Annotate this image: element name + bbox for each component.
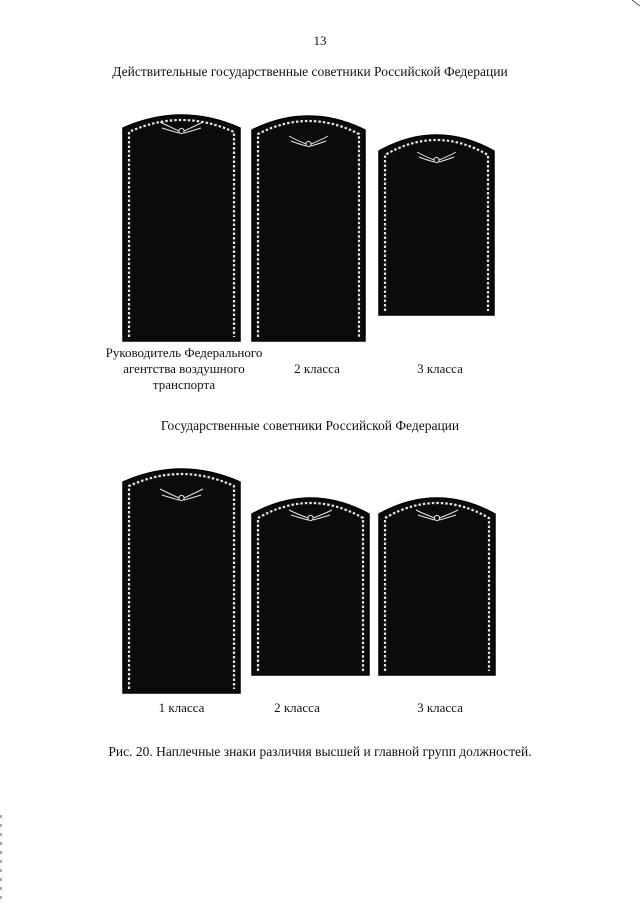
caption-1st-class: 1 класса — [158, 700, 205, 715]
scan-edge-marks — [0, 815, 3, 905]
caption-actual-2nd-class: 2 класса — [294, 361, 340, 376]
shoulder-board-head-of-agency — [120, 108, 243, 344]
section-title-state-councillors: Государственные советники Российской Федерации — [160, 418, 460, 433]
shoulder-board-1st-class — [120, 462, 243, 696]
shoulder-board-2nd-class — [249, 488, 372, 678]
caption-3rd-class: 3 класса — [417, 700, 463, 715]
caption-head-of-agency: Руководитель Федерального агентства воздушного транспорта — [105, 345, 263, 392]
section-title-actual-state-councillors: Действительные государственные советники Российской Федерации — [112, 64, 508, 79]
shoulder-board-actual-3rd-class — [376, 125, 497, 318]
caption-2nd-class: 2 класса — [274, 700, 320, 715]
figure-caption: Рис. 20. Наплечные знаки различия высшей и главной групп должностей. — [108, 744, 532, 759]
scan-corner-mark — [632, 0, 640, 6]
caption-actual-3rd-class: 3 класса — [417, 361, 463, 376]
page-number: 13 — [313, 33, 327, 48]
shoulder-board-actual-2nd-class — [249, 108, 368, 344]
shoulder-board-3rd-class — [376, 488, 498, 678]
